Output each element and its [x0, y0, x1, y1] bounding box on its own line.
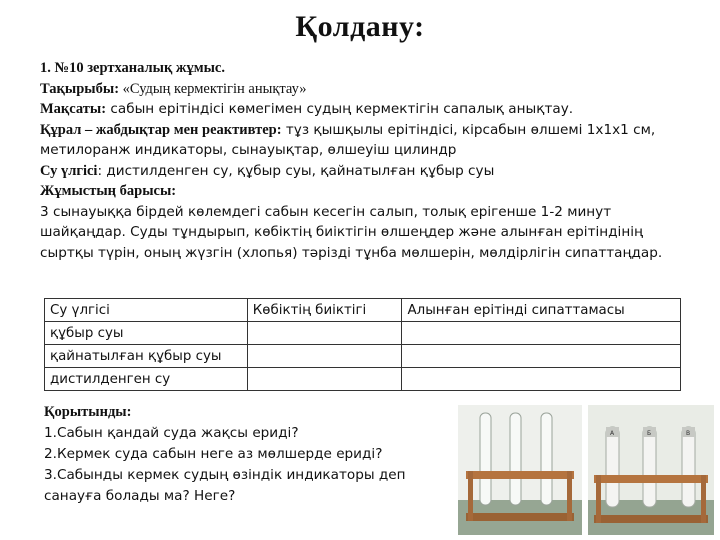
work-heading: 1. №10 зертханалық жұмыс.	[40, 60, 225, 76]
question-2: 2.Кермек суда сабын неге аз мөлшерде ериді?	[44, 446, 383, 462]
table-cell: құбыр суы	[45, 322, 248, 345]
lab-work-text	[40, 58, 680, 263]
goal-label: Мақсаты:	[40, 101, 107, 117]
equipment-text: тұз қышқылы ерітіндісі, кірсабын өлшемі 1х1х1 см, метилоранж индикаторы, сынауықтар, өлшеуіш цилиндр	[40, 121, 656, 158]
procedure-text: 3 сынауыққа бірдей көлемдегі сабын кесегін салып, толық ерігенше 1-2 минут шайқаңдар. Суды тұндырып, көбіктің биіктігін өлшеңдер және алынған ерітіндінің сыртқы түрін, оның жүзгін (хлопья) тәрізді тұнба мөлшерін, мөлдірлігін сипаттаңдар.	[40, 203, 663, 261]
table-cell	[402, 345, 681, 368]
rack-right-top	[594, 475, 708, 483]
table-cell	[402, 368, 681, 391]
empty-tubes	[480, 413, 552, 505]
water-label: Су үлгісі	[40, 162, 98, 179]
results-table	[44, 298, 681, 391]
goal-text: сабын ерітіндісі көмегімен судың кермектігін сапалық анықтау.	[106, 101, 574, 117]
table-cell: қайнатылған құбыр суы	[45, 345, 248, 368]
topic-text: «Судың кермектігін анықтау»	[119, 80, 307, 97]
equipment-label: Құрал – жабдықтар мен реактивтер:	[40, 121, 282, 138]
rack-right-bottom	[594, 515, 708, 523]
table-cell: дистилденген су	[45, 368, 248, 391]
question-3: 3.Сабынды кермек судың өзіндік индикаторы деп	[44, 467, 406, 483]
rack-left-top	[466, 471, 574, 479]
tube-label: A	[610, 430, 615, 437]
table-row	[45, 368, 681, 391]
table-cell	[247, 322, 402, 345]
table-header-cell: Алынған ерітінді сипаттамасы	[402, 299, 681, 322]
table-header-row	[45, 299, 681, 322]
conclusion-section	[44, 402, 464, 507]
water-text: : дистилденген су, құбыр суы, қайнатылған құбыр суы	[97, 162, 495, 179]
table-cell	[402, 322, 681, 345]
tube-label: Б	[647, 430, 652, 437]
table-cell	[247, 368, 402, 391]
procedure-label: Жұмыстың барысы:	[40, 183, 177, 199]
question-1: 1.Сабын қандай суда жақсы ериді?	[44, 425, 299, 441]
table-row	[45, 322, 681, 345]
tube-label: В	[686, 430, 691, 437]
table-row	[45, 345, 681, 368]
foam-tubes	[606, 427, 695, 507]
table-cell	[247, 345, 402, 368]
table-header-cell: Көбіктің биіктігі	[247, 299, 402, 322]
conclusion-heading: Қорытынды:	[44, 404, 132, 420]
table-header-cell: Су үлгісі	[45, 299, 248, 322]
rack-left-bottom	[466, 513, 574, 521]
question-3-continued: санауға болады ма? Неге?	[44, 488, 236, 504]
test-tubes-photo	[458, 405, 714, 535]
topic-label: Тақырыбы:	[40, 80, 120, 97]
page-title: Қолдану:	[295, 10, 425, 43]
